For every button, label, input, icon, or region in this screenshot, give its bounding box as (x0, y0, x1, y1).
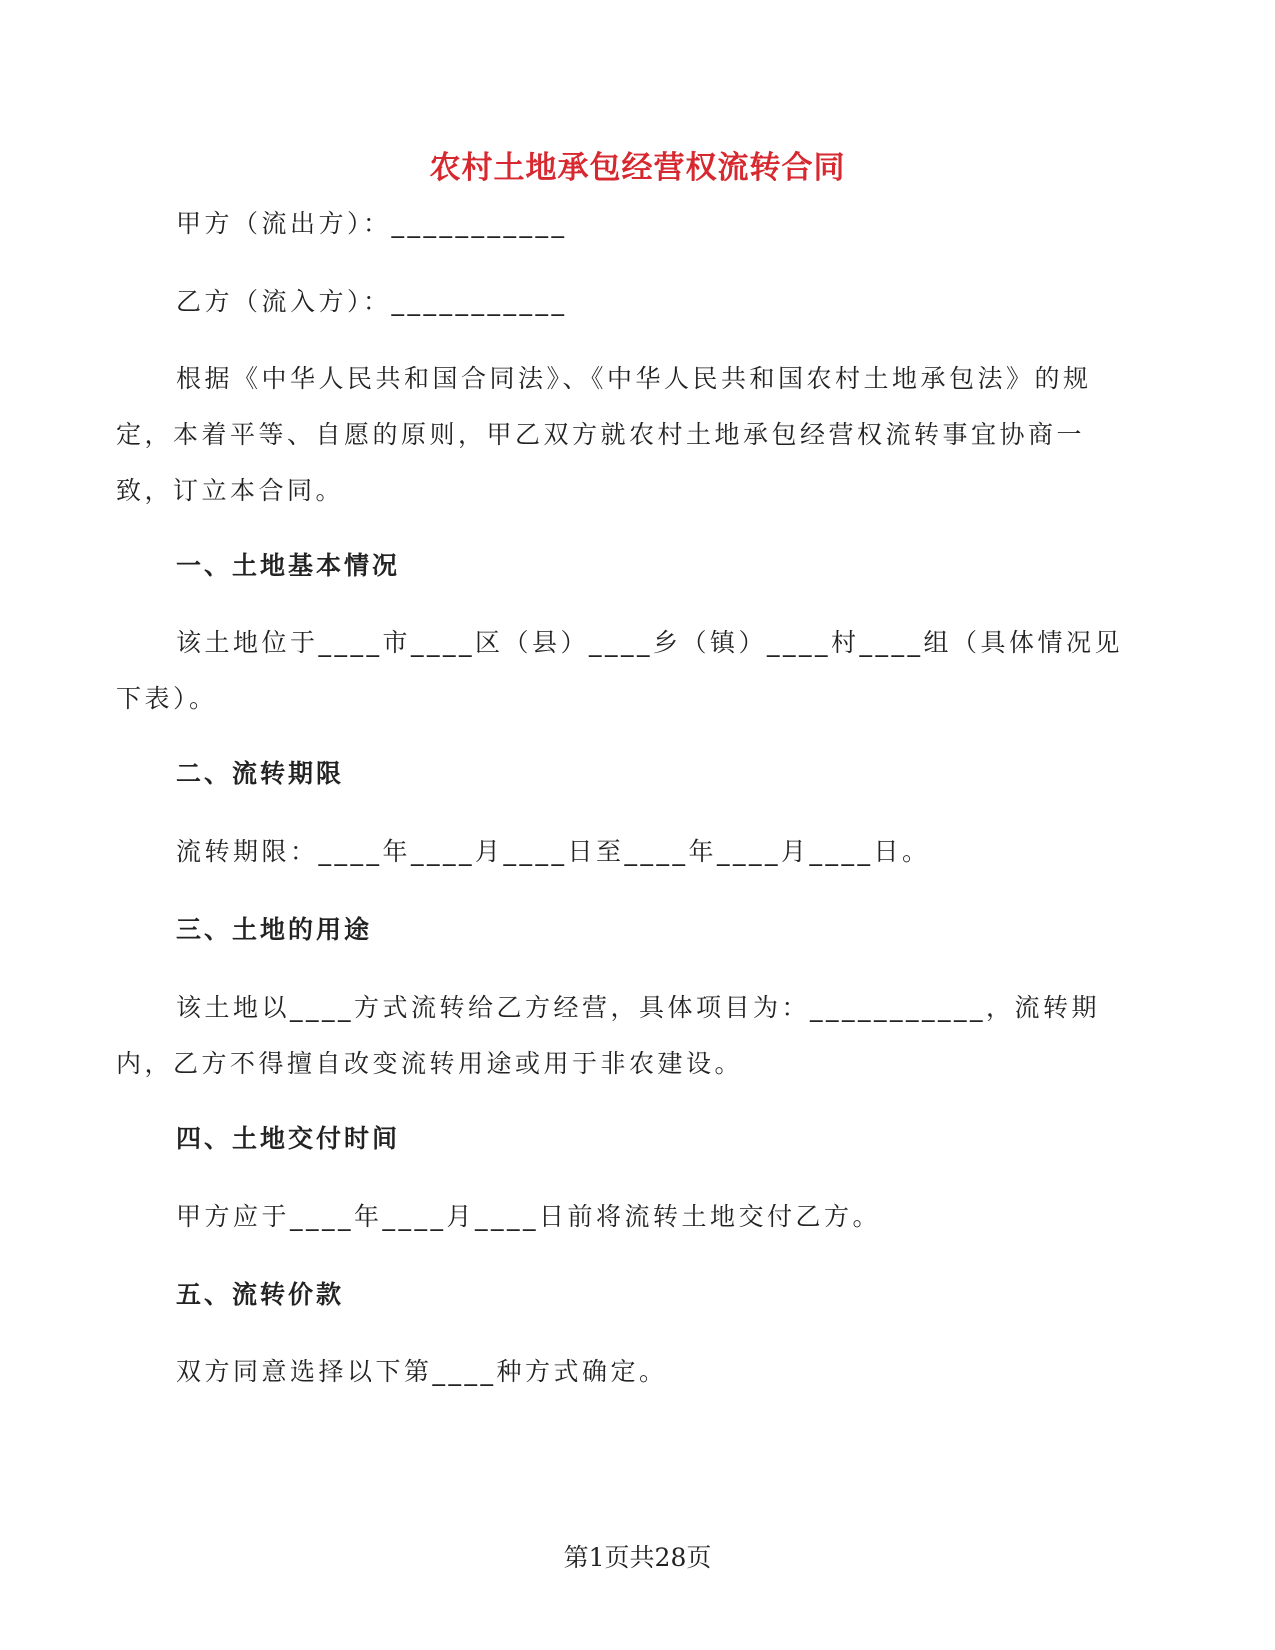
section-2-body: 流转期限：____年____月____日至____年____月____日。 (176, 837, 931, 866)
section-2-heading: 二、流转期限 (176, 759, 345, 788)
preamble-paragraph: 根据《中华人民共和国合同法》、《中华人民共和国农村土地承包法》的规定，本着平等、自愿的原则，甲乙双方就农村土地承包经营权流转事宜协商一致，订立本合同。 (116, 364, 1092, 505)
section-3-body: 该土地以____方式流转给乙方经营，具体项目为：___________，流转期内，乙方不得擅自改变流转用途或用于非农建设。 (116, 993, 1101, 1078)
section-5-heading: 五、流转价款 (176, 1280, 345, 1309)
party-b-line: 乙方（流入方）：___________ (176, 287, 568, 316)
section-4-body: 甲方应于____年____月____日前将流转土地交付乙方。 (176, 1202, 882, 1231)
document-title: 农村土地承包经营权流转合同 (429, 150, 846, 186)
party-a-line: 甲方（流出方）：___________ (176, 209, 568, 238)
section-4-heading: 四、土地交付时间 (176, 1124, 401, 1153)
section-5-body: 双方同意选择以下第____种方式确定。 (176, 1357, 668, 1386)
section-1-heading: 一、土地基本情况 (176, 551, 401, 580)
section-1-body: 该土地位于____市____区（县）____乡（镇）____村____组（具体情况见下表）。 (116, 628, 1124, 713)
page-number-footer: 第1页共28页 (563, 1543, 712, 1572)
section-3-heading: 三、土地的用途 (176, 915, 373, 944)
